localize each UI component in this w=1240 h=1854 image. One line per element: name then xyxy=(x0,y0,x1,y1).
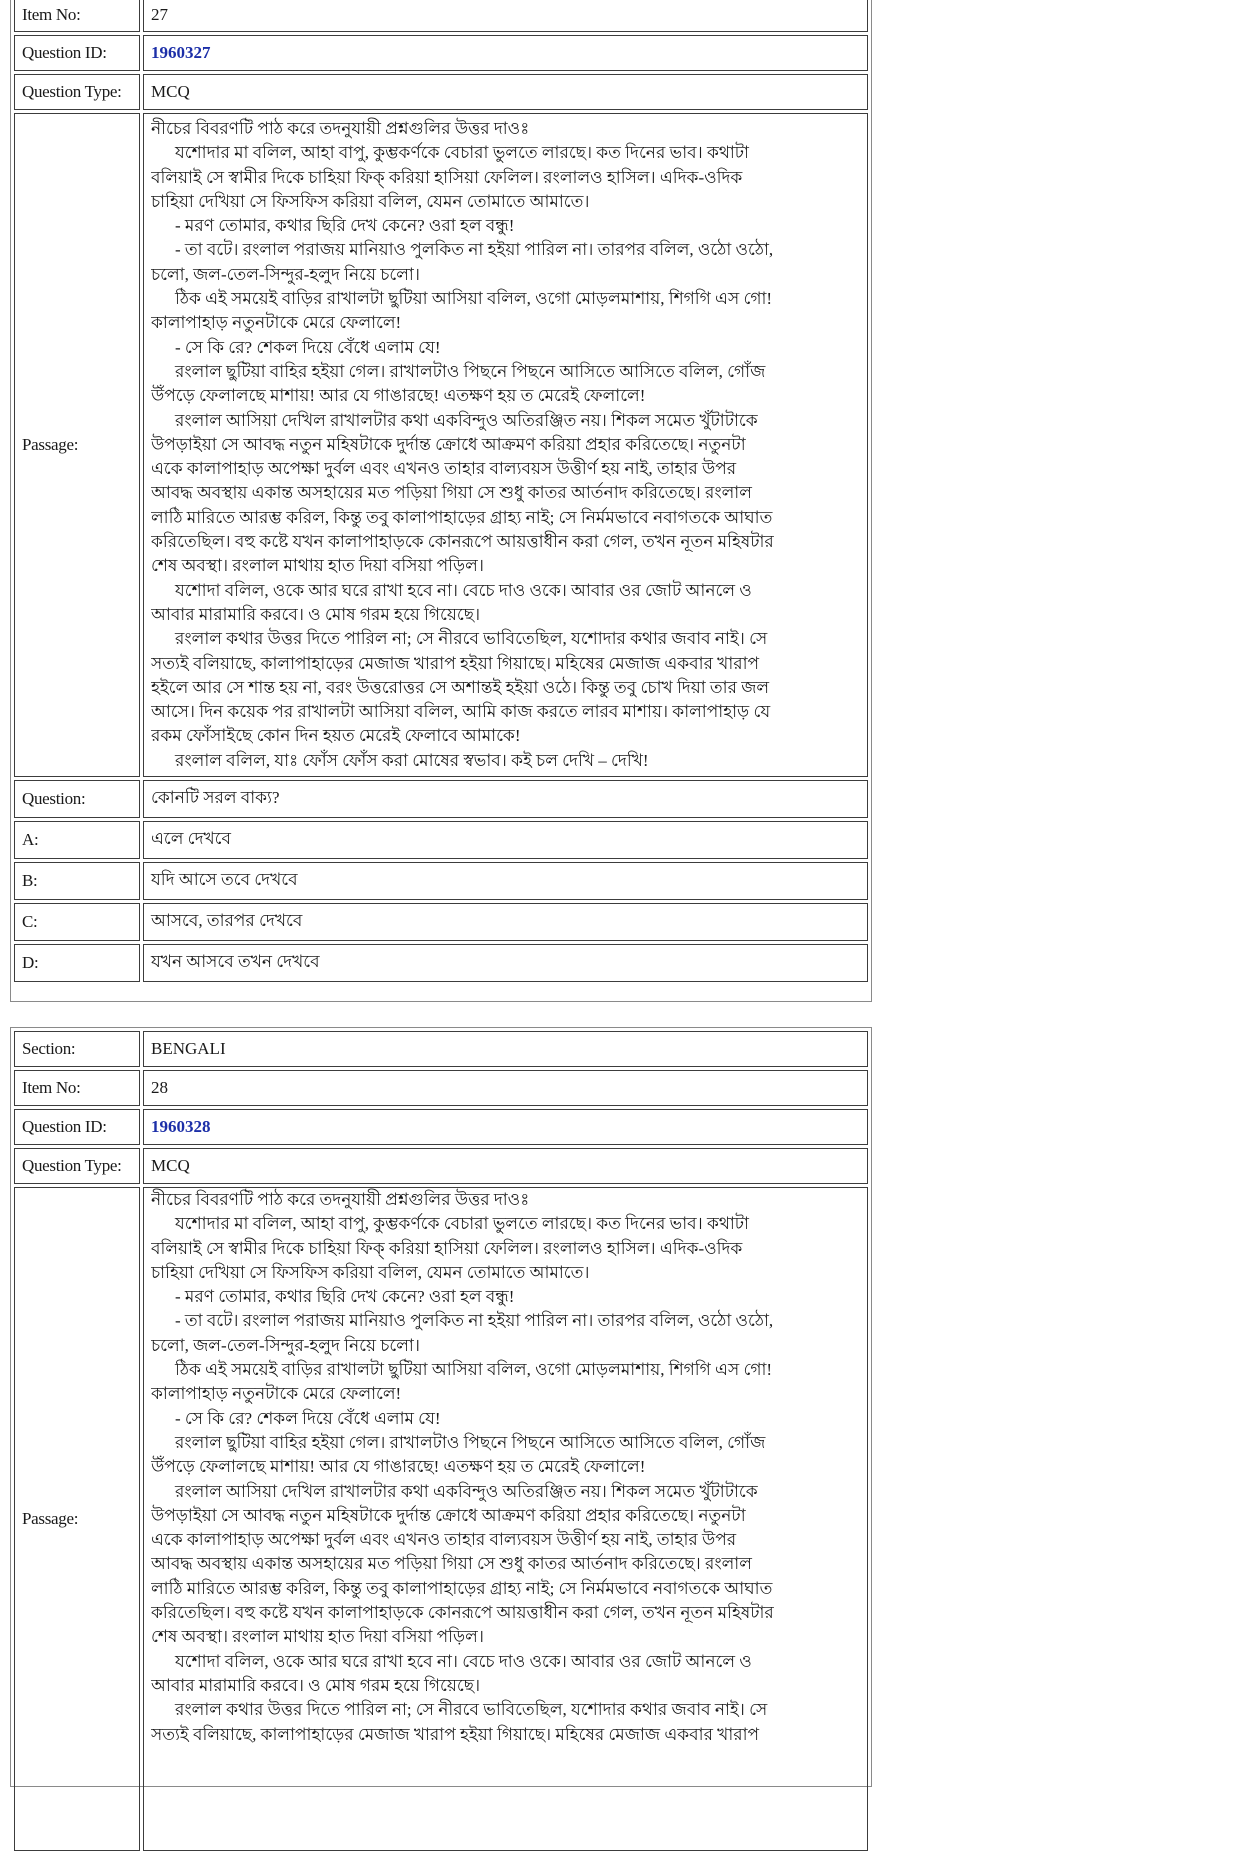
passage-label: Passage: xyxy=(14,1187,140,1851)
passage-line: রংলাল কথার উত্তর দিতে পারিল না; সে নীরবে ভাবিতেছিল, যশোদার কথার জবাব নাই। সে xyxy=(175,629,768,649)
question-id-row xyxy=(14,1109,868,1145)
question-id-label: Question ID: xyxy=(14,1109,140,1145)
item-no-label: Item No: xyxy=(14,1070,140,1106)
question-id-value: 1960328 xyxy=(143,1109,868,1145)
question-type-row xyxy=(14,1148,868,1184)
passage-line: - তা বটে। রংলাল পরাজয় মানিয়াও পুলকিত না হইয়া পারিল না। তারপর বলিল, ওঠো ওঠো, xyxy=(175,1311,774,1331)
passage-line: নীচের বিবরণটি পাঠ করে তদনুযায়ী প্রশ্নগুলির উত্তর দাওঃ xyxy=(151,118,530,138)
option-c-label: C: xyxy=(14,903,140,941)
question-type-row xyxy=(14,74,868,110)
passage-line: কালাপাহাড় নতুনটাকে মেরে ফেলালে! xyxy=(151,313,402,333)
item-no-value: 28 xyxy=(143,1070,868,1106)
passage-line: ঠিক এই সময়েই বাড়ির রাখালটা ছুটিয়া আসিয়া বলিল, ওগো মোড়লমাশায়, শিগগি এস গো! xyxy=(175,1360,773,1380)
passage-line: - মরণ তোমার, কথার ছিরি দেখ কেনে? ওরা হল বন্ধু! xyxy=(175,1287,515,1307)
question-block-27 xyxy=(10,0,872,1002)
question-table xyxy=(11,0,871,985)
passage-line: উঁপড়ে ফেলালছে মাশায়! আর যে গাঙারছে! এতক্ষণ হয় ত মেরেই ফেলালে! xyxy=(151,386,646,406)
question-type-value: MCQ xyxy=(143,1148,868,1184)
passage-row xyxy=(14,113,868,777)
option-row-d xyxy=(14,944,868,982)
option-a-text: এলে দেখবে xyxy=(143,821,868,859)
passage-line: রংলাল বলিল, যাঃ ফোঁস ফোঁস করা মোষের স্বভাব। কই চল দেখি – দেখি! xyxy=(175,750,649,770)
passage-line: চলো, জল-তেল-সিন্দুর-হলুদ নিয়ে চলো। xyxy=(151,264,420,284)
passage-line: যশোদার মা বলিল, আহা বাপু, কুম্ভকর্ণকে বেচারা ভুলতে লারছে। কত দিনের ভাব। কথাটা xyxy=(175,1214,749,1234)
passage-line: করিতেছিল। বহু কষ্টে যখন কালাপাহাড়কে কোনরূপে আয়ত্তাধীন করা গেল, তখন নূতন মহিষটার xyxy=(151,532,774,552)
question-type-label: Question Type: xyxy=(14,74,140,110)
option-row-a xyxy=(14,821,868,859)
option-row-c xyxy=(14,903,868,941)
question-id-label: Question ID: xyxy=(14,35,140,71)
passage-line: - সে কি রে? শেকল দিয়ে বেঁধে এলাম যে! xyxy=(175,1408,441,1428)
passage-line: উপড়াইয়া সে আবদ্ধ নতুন মহিষটাকে দুর্দান্ত ক্রোধে আক্রমণ করিয়া প্রহার করিতেছে। নতুনটা xyxy=(151,1505,746,1525)
question-id-row xyxy=(14,35,868,71)
question-row xyxy=(14,780,868,818)
passage-label: Passage: xyxy=(14,113,140,777)
passage-line: একে কালাপাহাড় অপেক্ষা দুর্বল এবং এখনও তাহার বাল্যবয়স উত্তীর্ণ হয় নাই, তাহার উপর xyxy=(151,1530,737,1550)
passage-line: উপড়াইয়া সে আবদ্ধ নতুন মহিষটাকে দুর্দান্ত ক্রোধে আক্রমণ করিয়া প্রহার করিতেছে। নতুনটা xyxy=(151,434,746,454)
passage-line: আসে। দিন কয়েক পর রাখালটা আসিয়া বলিল, আমি কাজ করতে লারব মাশায়। কালাপাহাড় যে xyxy=(151,702,771,722)
passage-line: রংলাল আসিয়া দেখিল রাখালটার কথা একবিন্দুও অতিরঞ্জিত নয়। শিকল সমেত খুঁটাটাকে xyxy=(175,1481,758,1501)
passage-line: আবার মারামারি করবে। ও মোষ গরম হয়ে গিয়েছে। xyxy=(151,1675,481,1695)
passage-line: কালাপাহাড় নতুনটাকে মেরে ফেলালে! xyxy=(151,1384,402,1404)
passage-line: আবদ্ধ অবস্থায় একান্ত অসহায়ের মত পড়িয়া গিয়া সে শুধু কাতর আর্তনাদ করিতেছে। রংলাল xyxy=(151,483,752,503)
passage-line: লাঠি মারিতে আরম্ভ করিল, কিন্তু তবু কালাপাহাড়ের গ্রাহ্য নাই; সে নির্মমভাবে নবাগতকে আঘাত xyxy=(151,1578,773,1598)
item-no-label: Item No: xyxy=(14,0,140,32)
option-row-b xyxy=(14,862,868,900)
option-a-label: A: xyxy=(14,821,140,859)
passage-line: হইলে আর সে শান্ত হয় না, বরং উত্তরোত্তর সে অশান্তই হইয়া ওঠে। কিন্তু তবু চোখ দিয়া তার জল xyxy=(151,677,770,697)
passage-line: চলো, জল-তেল-সিন্দুর-হলুদ নিয়ে চলো। xyxy=(151,1335,420,1355)
question-text: কোনটি সরল বাক্য? xyxy=(143,780,868,818)
passage-text xyxy=(143,113,868,777)
item-no-row xyxy=(14,0,868,32)
passage-line: - মরণ তোমার, কথার ছিরি দেখ কেনে? ওরা হল বন্ধু! xyxy=(175,216,515,236)
passage-line: লাঠি মারিতে আরম্ভ করিল, কিন্তু তবু কালাপাহাড়ের গ্রাহ্য নাই; সে নির্মমভাবে নবাগতকে আঘাত xyxy=(151,507,773,527)
option-b-text: যদি আসে তবে দেখবে xyxy=(143,862,868,900)
passage-row xyxy=(14,1187,868,1851)
option-d-text: যখন আসবে তখন দেখবে xyxy=(143,944,868,982)
passage-line: আবার মারামারি করবে। ও মোষ গরম হয়ে গিয়েছে। xyxy=(151,604,481,624)
section-label: Section: xyxy=(14,1031,140,1067)
item-no-value: 27 xyxy=(143,0,868,32)
passage-line: রংলাল ছুটিয়া বাহির হইয়া গেল। রাখালটাও পিছনে পিছনে আসিতে আসিতে বলিল, গোঁজ xyxy=(175,361,766,381)
passage-line: চাহিয়া দেখিয়া সে ফিসফিস করিয়া বলিল, যেমন তোমাতে আমাতে। xyxy=(151,1262,590,1282)
passage-line: যশোদা বলিল, ওকে আর ঘরে রাখা হবে না। বেচে দাও ওকে। আবার ওর জোট আনলে ও xyxy=(175,1651,752,1671)
passage-line: রংলাল ছুটিয়া বাহির হইয়া গেল। রাখালটাও পিছনে পিছনে আসিতে আসিতে বলিল, গোঁজ xyxy=(175,1432,766,1452)
question-type-value: MCQ xyxy=(143,74,868,110)
option-c-text: আসবে, তারপর দেখবে xyxy=(143,903,868,941)
question-id-value: 1960327 xyxy=(143,35,868,71)
passage-line: সত্যই বলিয়াছে, কালাপাহাড়ের মেজাজ খারাপ হইয়া গিয়াছে। মহিষের মেজাজ একবার খারাপ xyxy=(151,653,760,673)
passage-line: যশোদা বলিল, ওকে আর ঘরে রাখা হবে না। বেচে দাও ওকে। আবার ওর জোট আনলে ও xyxy=(175,580,752,600)
section-value: BENGALI xyxy=(143,1031,868,1067)
option-b-label: B: xyxy=(14,862,140,900)
question-label: Question: xyxy=(14,780,140,818)
passage-line: আবদ্ধ অবস্থায় একান্ত অসহায়ের মত পড়িয়া গিয়া সে শুধু কাতর আর্তনাদ করিতেছে। রংলাল xyxy=(151,1554,752,1574)
passage-text xyxy=(143,1187,868,1851)
passage-line: বলিয়াই সে স্বামীর দিকে চাহিয়া ফিক্ করিয়া হাসিয়া ফেলিল। রংলালও হাসিল। এদিক-ওদিক xyxy=(151,167,743,187)
passage-line: একে কালাপাহাড় অপেক্ষা দুর্বল এবং এখনও তাহার বাল্যবয়স উত্তীর্ণ হয় নাই, তাহার উপর xyxy=(151,459,737,479)
passage-line: নীচের বিবরণটি পাঠ করে তদনুযায়ী প্রশ্নগুলির উত্তর দাওঃ xyxy=(151,1190,530,1209)
item-no-row xyxy=(14,1070,868,1106)
passage-line: রকম ফোঁসাইছে কোন দিন হয়ত মেরেই ফেলাবে আমাকে! xyxy=(151,726,521,746)
passage-line: সত্যই বলিয়াছে, কালাপাহাড়ের মেজাজ খারাপ হইয়া গিয়াছে। মহিষের মেজাজ একবার খারাপ xyxy=(151,1724,760,1744)
passage-line: যশোদার মা বলিল, আহা বাপু, কুম্ভকর্ণকে বেচারা ভুলতে লারছে। কত দিনের ভাব। কথাটা xyxy=(175,143,749,163)
passage-line: করিতেছিল। বহু কষ্টে যখন কালাপাহাড়কে কোনরূপে আয়ত্তাধীন করা গেল, তখন নূতন মহিষটার xyxy=(151,1603,774,1623)
passage-line: উঁপড়ে ফেলালছে মাশায়! আর যে গাঙারছে! এতক্ষণ হয় ত মেরেই ফেলালে! xyxy=(151,1457,646,1477)
passage-line: শেষ অবস্থা। রংলাল মাথায় হাত দিয়া বসিয়া পড়িল। xyxy=(151,1627,484,1647)
passage-line: বলিয়াই সে স্বামীর দিকে চাহিয়া ফিক্ করিয়া হাসিয়া ফেলিল। রংলালও হাসিল। এদিক-ওদিক xyxy=(151,1238,743,1258)
passage-line: - সে কি রে? শেকল দিয়ে বেঁধে এলাম যে! xyxy=(175,337,441,357)
section-row xyxy=(14,1031,868,1067)
passage-line: চাহিয়া দেখিয়া সে ফিসফিস করিয়া বলিল, যেমন তোমাতে আমাতে। xyxy=(151,191,590,211)
passage-line: রংলাল কথার উত্তর দিতে পারিল না; সে নীরবে ভাবিতেছিল, যশোদার কথার জবাব নাই। সে xyxy=(175,1700,768,1720)
passage-line: রংলাল আসিয়া দেখিল রাখালটার কথা একবিন্দুও অতিরঞ্জিত নয়। শিকল সমেত খুঁটাটাকে xyxy=(175,410,758,430)
passage-line: শেষ অবস্থা। রংলাল মাথায় হাত দিয়া বসিয়া পড়িল। xyxy=(151,556,484,576)
question-table xyxy=(11,1028,871,1854)
question-type-label: Question Type: xyxy=(14,1148,140,1184)
passage-line: - তা বটে। রংলাল পরাজয় মানিয়াও পুলকিত না হইয়া পারিল না। তারপর বলিল, ওঠো ওঠো, xyxy=(175,240,774,260)
option-d-label: D: xyxy=(14,944,140,982)
question-block-28 xyxy=(10,1027,872,1787)
passage-line: ঠিক এই সময়েই বাড়ির রাখালটা ছুটিয়া আসিয়া বলিল, ওগো মোড়লমাশায়, শিগগি এস গো! xyxy=(175,289,773,309)
